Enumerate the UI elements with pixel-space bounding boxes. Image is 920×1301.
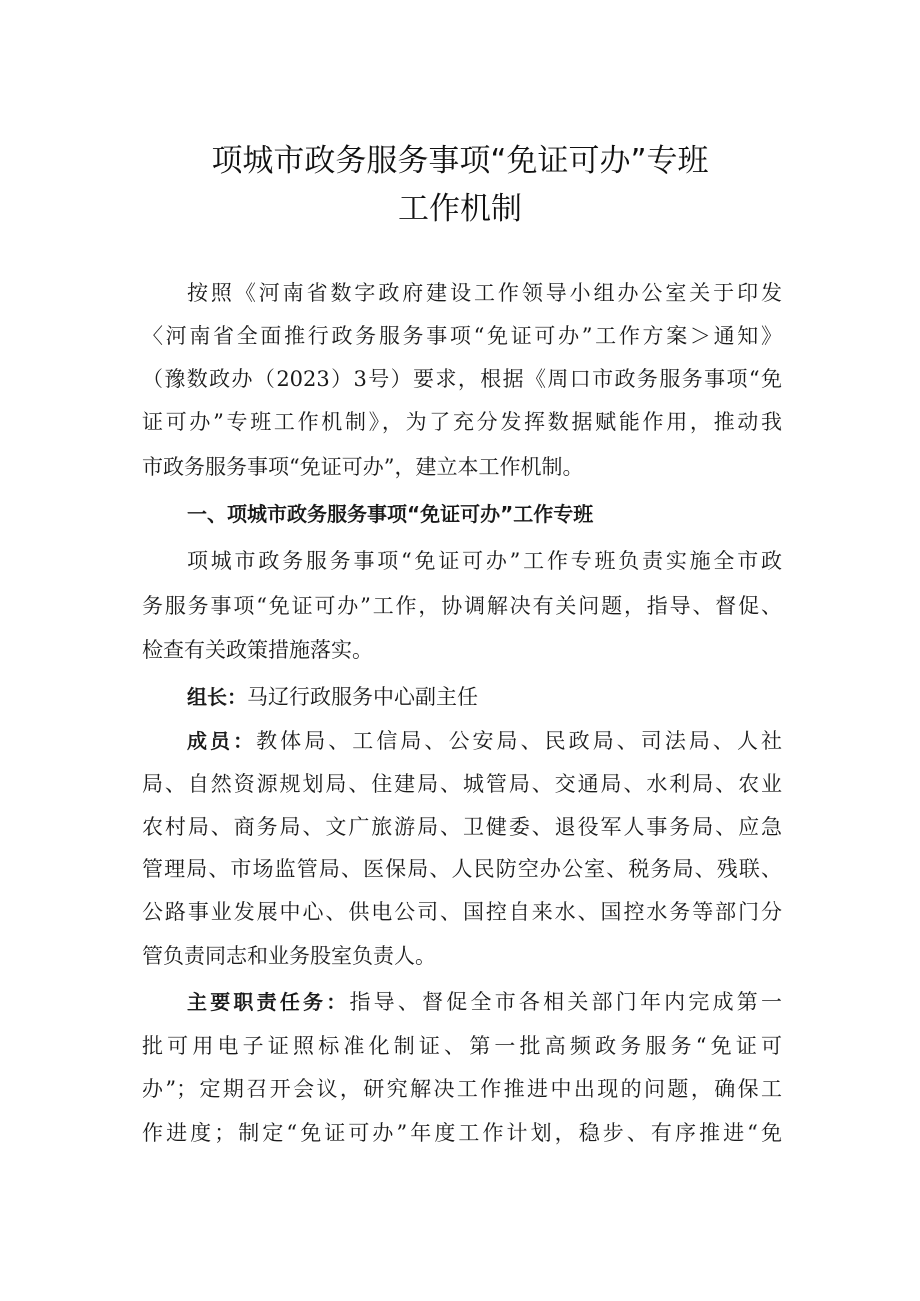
intro-line-3: （豫数政办（2023）3号）要求，根据《周口市政务服务事项“免 [142,367,782,391]
section1-line-2: 务服务事项“免证可办”工作，协调解决有关问题，指导、督促、 [142,594,782,618]
document-title-line-2: 工作机制 [398,191,522,227]
duties-line-3: 办”；定期召开会议，研究解决工作推进中出现的问题，确保工 [142,1077,782,1101]
leader-text: 马辽行政服务中心副主任 [247,685,478,709]
members-label: 成员： [187,729,257,753]
members-line-3: 农村局、商务局、文广旅游局、卫健委、退役军人事务局、应急 [142,815,782,839]
members-line-4: 管理局、市场监管局、医保局、人民防空办公室、税务局、残联、 [142,857,782,881]
duties-line-1 [187,981,782,1023]
members-text-1: 教体局、工信局、公安局、民政局、司法局、人社 [256,729,782,753]
members-line-2: 局、自然资源规划局、住建局、城管局、交通局、水利局、农业 [142,772,782,796]
duties-line-2: 批可用电子证照标准化制证、第一批高频政务服务“免证可 [142,1034,782,1058]
section1-heading: 一、项城市政务服务事项“免证可办”工作专班 [187,502,594,526]
intro-line-4: 证可办”专班工作机制》，为了充分发挥数据赋能作用，推动我 [142,410,782,434]
duties-line-4: 作进度；制定“免证可办”年度工作计划，稳步、有序推进“免 [142,1121,782,1145]
intro-line-2: 〈河南省全面推行政务服务事项“免证可办”工作方案＞通知》 [142,324,782,348]
duties-text-1: 指导、督促全市各相关部门年内完成第一 [349,990,783,1014]
members-line-5: 公路事业发展中心、供电公司、国控自来水、国控水务等部门分 [142,900,782,924]
members-line-1 [187,720,782,762]
intro-line-1: 按照《河南省数字政府建设工作领导小组办公室关于印发 [187,281,782,305]
document-title-line-1: 项城市政务服务事项“免证可办”专班 [211,143,709,179]
intro-line-5: 市政务服务事项“免证可办”，建立本工作机制。 [142,455,584,479]
leader-label: 组长： [187,685,247,709]
section1-line-3: 检查有关政策措施落实。 [142,638,373,662]
section1-line-1: 项城市政务服务事项“免证可办”工作专班负责实施全市政 [187,549,782,573]
duties-label: 主要职责任务： [187,990,350,1014]
leader-line [187,676,782,718]
members-line-6: 管负责同志和业务股室负责人。 [142,944,436,968]
